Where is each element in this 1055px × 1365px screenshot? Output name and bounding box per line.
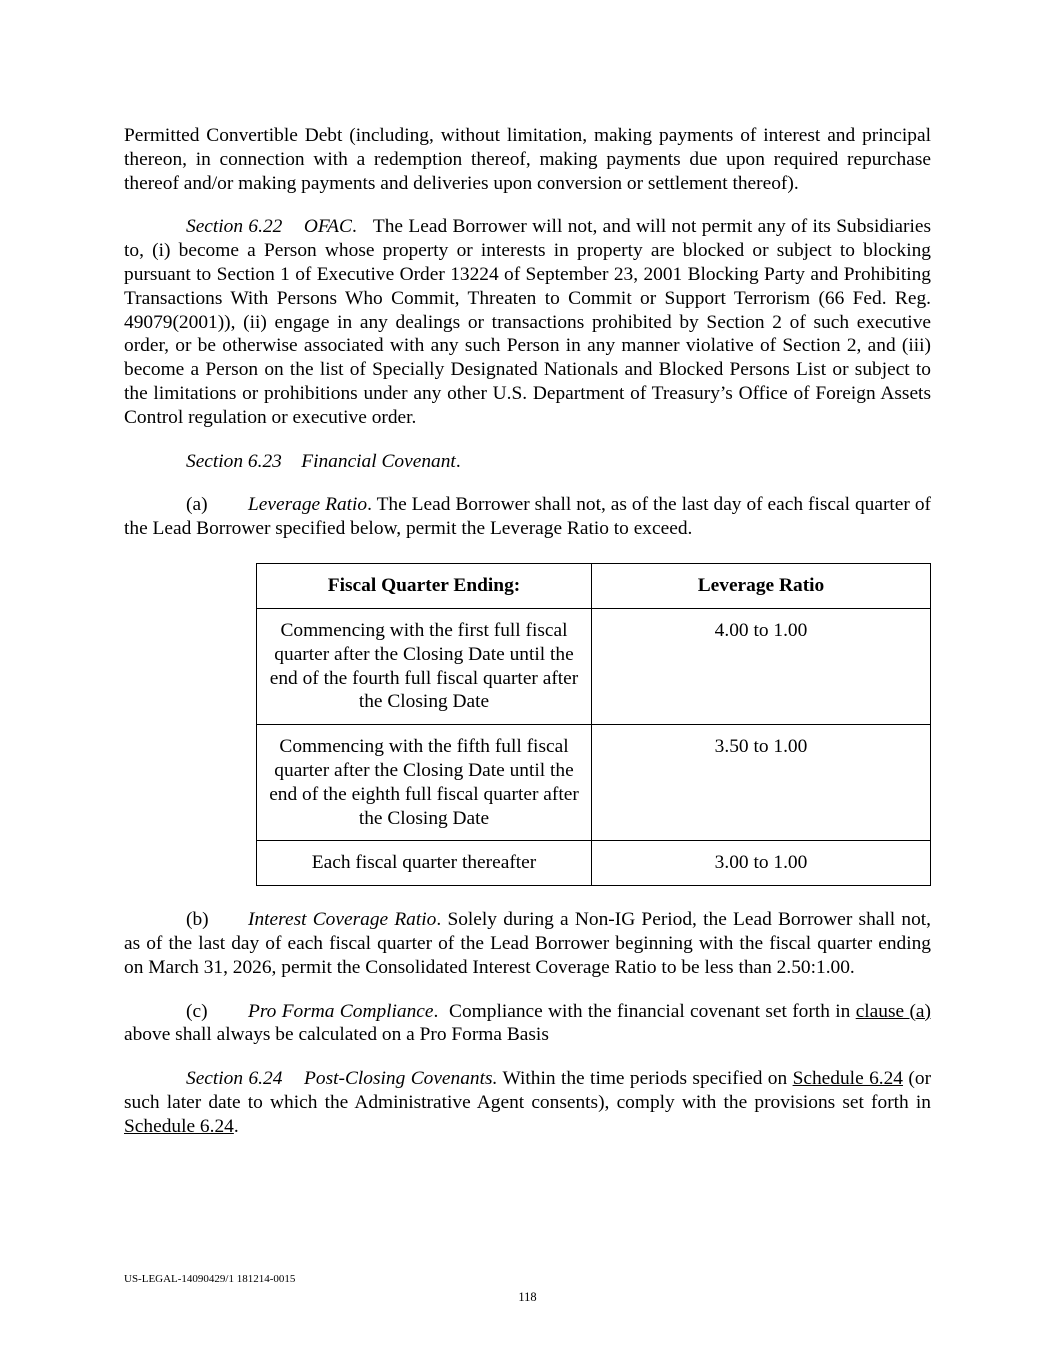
- schedule-6-24-link[interactable]: Schedule 6.24: [792, 1068, 904, 1090]
- section-6-24-body-mid: (or such later date to which the Administrative Agent consents), comply with the provisions set forth in: [124, 1068, 932, 1113]
- section-6-23-heading: Section 6.23 Financial Covenant.: [186, 450, 461, 472]
- footer-document-id: US-LEGAL-14090429/1 181214-0015: [124, 1273, 296, 1285]
- clause-a-label: (a): [186, 494, 208, 516]
- table-header-fiscal-quarter: Fiscal Quarter Ending:: [257, 563, 592, 608]
- table-cell-ratio: 3.00 to 1.00: [592, 841, 931, 886]
- clause-c-body-after: above shall always be calculated on a Pro Forma Basis: [124, 1024, 549, 1046]
- clause-b: (b) Interest Coverage Ratio. Solely during a Non-IG Period, the Lead Borrower shall not, as of the last day of each fiscal quarter of the Lead Borrower beginning with the fiscal quarter ending on March 31, 2026, permit the Consolidated Interest Coverage Ratio to be less than 2.50:1.00.: [124, 909, 931, 978]
- table-row: [257, 608, 931, 724]
- table-header-row: [257, 563, 931, 608]
- table-cell-quarter: Commencing with the fifth full fiscal quarter after the Closing Date until the end of the eighth full fiscal quarter after the Closing Date: [257, 725, 592, 841]
- leverage-ratio-table: [256, 563, 931, 886]
- clause-b-body: Solely during a Non-IG Period, the Lead Borrower shall not, as of the last day of each fiscal quarter of the Lead Borrower beginning with the fiscal quarter ending on March 31, 2026, permit the Consolidated Interest Coverage Ratio to be less than 2.50:1.00.: [124, 909, 931, 978]
- clause-a: (a) Leverage Ratio. The Lead Borrower shall not, as of the last day of each fiscal quarter of the Lead Borrower specified below, permit the Leverage Ratio to exceed.: [124, 494, 931, 540]
- clause-c-body-before: Compliance with the financial covenant set forth in: [449, 1000, 851, 1022]
- clause-b-label: (b): [186, 909, 209, 931]
- table-row: [257, 841, 931, 886]
- section-6-24: [124, 1067, 931, 1138]
- section-6-22-body: The Lead Borrower will not, and will not permit any of its Subsidiaries to, (i) become a Person whose property or interests in property are blocked or subject to blocking pursuant to Section 1 of Executive Order 13224 of September 23, 2001 Blocking Party and Prohibiting Transactions With Persons Who Commit, Threaten to Commit or Support Terrorism (66 Fed. Reg. 49079(2001)), (ii) engage in any dealings or transactions prohibited by Section 2 of such executive order, or be otherwise associated with any such Person in any manner violative of Section 2, and (iii) become a Person on the list of Specially Designated Nationals and Blocked Persons List or subject to the limitations or prohibitions under any other U.S. Department of Treasury’s Office of Foreign Assets Control regulation or executive order.: [124, 216, 932, 428]
- section-6-24-body-after: .: [233, 1115, 239, 1137]
- table-cell-ratio: 3.50 to 1.00: [592, 725, 931, 841]
- section-6-22: Section 6.22 OFAC. The Lead Borrower will not, and will not permit any of its Subsidiaries to, (i) become a Person whose property or interests in property are blocked or subject to blocking pursuant to Section 1 of Executive Order 13224 of September 23, 2001 Blocking Party and Prohibiting Transactions With Persons Who Commit, Threaten to Commit or Support Terrorism (66 Fed. Reg. 49079(2001)), (ii) engage in any dealings or transactions prohibited by Section 2 of such executive order, or be otherwise associated with any such Person in any manner violative of Section 2, and (iii) become a Person on the list of Specially Designated Nationals and Blocked Persons List or subject to the limitations or prohibitions under any other U.S. Department of Treasury’s Office of Foreign Assets Control regulation or executive order.: [124, 216, 932, 428]
- document-page: [124, 124, 931, 1139]
- schedule-6-24-link-2[interactable]: Schedule 6.24: [124, 1115, 234, 1137]
- section-6-24-number: Section 6.24: [186, 1068, 283, 1090]
- clause-a-title: Leverage Ratio: [248, 494, 368, 516]
- section-6-23-title: Financial Covenant: [301, 450, 456, 472]
- table-header-leverage-ratio: Leverage Ratio: [592, 563, 931, 608]
- clause-c-label: (c): [186, 1000, 208, 1022]
- section-6-22-title: OFAC: [303, 216, 352, 238]
- clause-a-reference-link[interactable]: clause (a): [855, 1000, 931, 1022]
- section-6-23-number: Section 6.23: [186, 450, 282, 472]
- table-cell-quarter: Each fiscal quarter thereafter: [257, 841, 592, 886]
- clause-a-body: The Lead Borrower shall not, as of the last day of each fiscal quarter of the Lead Borrower specified below, permit the Leverage Ratio to exceed.: [124, 494, 931, 540]
- clause-c: (c) Pro Forma Compliance. Compliance with the financial covenant set forth in clause (a) above shall always be calculated on a Pro Forma Basis: [124, 1000, 931, 1046]
- table-cell-ratio: 4.00 to 1.00: [592, 608, 931, 724]
- table-cell-quarter: Commencing with the first full fiscal quarter after the Closing Date until the end of the fourth full fiscal quarter after the Closing Date: [257, 608, 592, 724]
- continuation-paragraph: Permitted Convertible Debt (including, without limitation, making payments of interest and principal thereon, in connection with a redemption thereof, making payments due upon required repurchase thereof and/or making payments and deliveries upon conversion or settlement thereof).: [124, 125, 931, 194]
- clause-b-title: Interest Coverage Ratio: [248, 909, 437, 931]
- table-row: [257, 725, 931, 841]
- section-6-22-number: Section 6.22: [186, 216, 283, 238]
- page-number: 118: [518, 1290, 537, 1304]
- clause-c-title: Pro Forma Compliance: [248, 1000, 434, 1022]
- section-6-24-title: Post-Closing Covenants.: [304, 1068, 498, 1090]
- section-6-24-body-before: Within the time periods specified on: [502, 1068, 788, 1090]
